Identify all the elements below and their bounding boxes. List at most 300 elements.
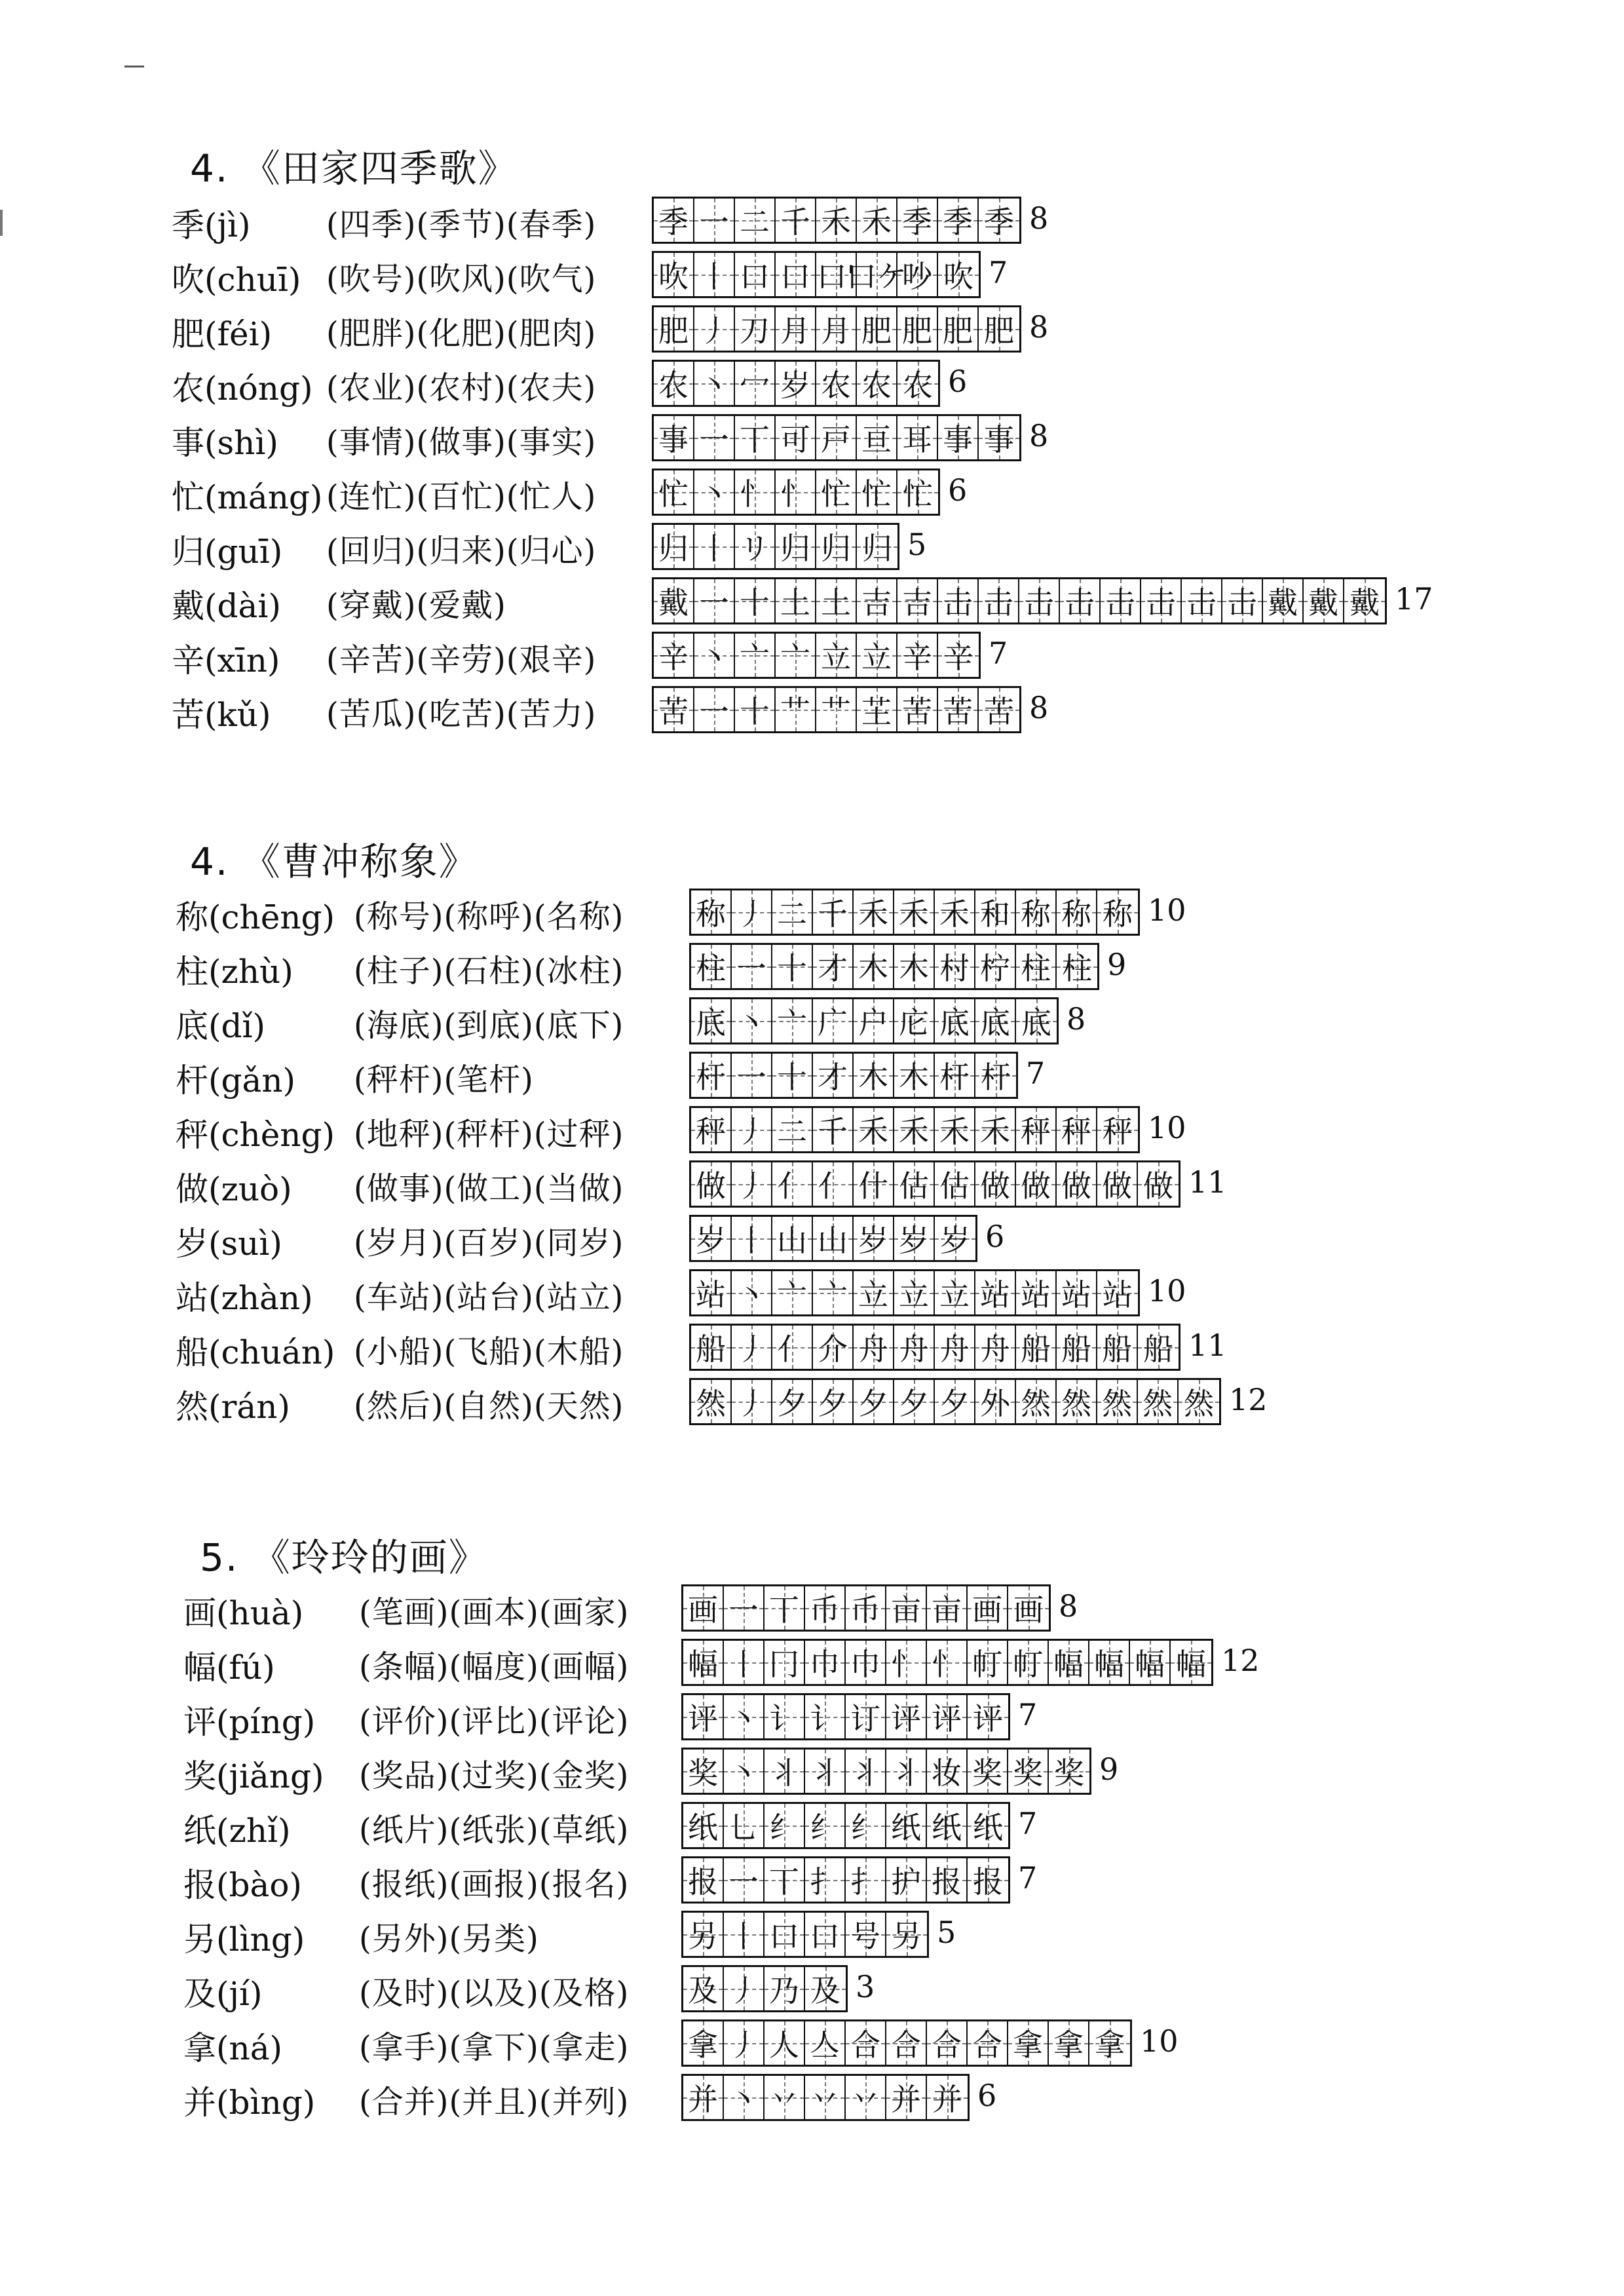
stroke-glyph: 击 bbox=[1146, 585, 1176, 621]
example-words: (四季)(季节)(春季) bbox=[326, 206, 597, 243]
stroke-step-cell bbox=[772, 945, 813, 988]
stroke-step-cell bbox=[724, 1967, 765, 2010]
stroke-glyph: 一 bbox=[736, 951, 766, 986]
stroke-glyph: 亠 bbox=[780, 640, 810, 675]
stroke-glyph: 船 bbox=[696, 1331, 726, 1367]
character-pinyin: 称(chēng) bbox=[176, 898, 335, 936]
stroke-step-cell bbox=[805, 1967, 846, 2010]
stroke-count: 7 bbox=[1018, 1860, 1038, 1896]
example-words: (海底)(到底)(底下) bbox=[354, 1007, 624, 1044]
stroke-step-cell bbox=[894, 1054, 935, 1097]
stroke-step-cell bbox=[927, 1804, 968, 1847]
stroke-order-grid bbox=[652, 305, 1021, 353]
stroke-glyph: 拿 bbox=[1013, 2027, 1043, 2063]
stroke-glyph: 底 bbox=[696, 1005, 726, 1041]
stroke-glyph: 丶 bbox=[728, 1755, 759, 1791]
stroke-count: 5 bbox=[907, 527, 927, 562]
character-row bbox=[176, 889, 1611, 942]
stroke-step-cell bbox=[854, 1380, 894, 1423]
stroke-glyph: 扌 bbox=[850, 1864, 880, 1900]
stroke-step-cell bbox=[975, 1326, 1016, 1369]
stroke-count: 8 bbox=[1029, 418, 1049, 453]
stroke-step-cell bbox=[813, 1326, 854, 1369]
stroke-glyph: 丅 bbox=[769, 1864, 799, 1900]
example-words: (秤杆)(笔杆) bbox=[354, 1062, 534, 1098]
stroke-order-grid bbox=[681, 1965, 848, 2012]
stroke-count: 5 bbox=[937, 1915, 956, 1950]
stroke-glyph: 号 bbox=[850, 1919, 880, 1954]
stroke-glyph: 及 bbox=[688, 1973, 718, 2008]
stroke-glyph: 禾 bbox=[980, 1114, 1010, 1149]
stroke-glyph: 季 bbox=[984, 204, 1014, 240]
target-character-cell bbox=[683, 2021, 724, 2065]
stroke-glyph: 击 bbox=[1186, 585, 1217, 621]
stroke-step-cell bbox=[694, 199, 735, 242]
stroke-step-cell bbox=[805, 1750, 846, 1793]
stroke-glyph: 一 bbox=[736, 1060, 766, 1095]
stroke-count: 6 bbox=[985, 1219, 1005, 1254]
stroke-step-cell bbox=[772, 1380, 813, 1423]
target-character-cell bbox=[683, 1586, 724, 1630]
stroke-glyph: 吉 bbox=[902, 585, 932, 621]
character-row bbox=[183, 1965, 1611, 2019]
stroke-glyph: 然 bbox=[1061, 1386, 1091, 1421]
stroke-step-cell bbox=[805, 1641, 846, 1684]
stroke-step-cell bbox=[1057, 1108, 1097, 1151]
target-character-cell bbox=[654, 634, 694, 677]
stroke-count: 10 bbox=[1148, 1110, 1186, 1145]
stroke-count: 8 bbox=[1029, 201, 1049, 236]
character-pinyin: 肥(féi) bbox=[172, 315, 273, 353]
stroke-glyph: 十 bbox=[740, 585, 770, 621]
target-character-cell bbox=[683, 1750, 724, 1793]
stroke-glyph: 才 bbox=[818, 951, 848, 986]
stroke-step-cell bbox=[776, 579, 816, 622]
stroke-glyph: 归 bbox=[658, 531, 689, 566]
stroke-step-cell bbox=[1008, 2021, 1049, 2065]
lesson-title: 5. 《玲玲的画》 bbox=[200, 1535, 488, 1580]
stroke-count: 7 bbox=[1026, 1056, 1046, 1091]
stroke-glyph: 农 bbox=[658, 368, 689, 403]
stroke-glyph: 帄 bbox=[1013, 1647, 1043, 1682]
character-pinyin: 船(chuán) bbox=[176, 1333, 335, 1371]
stroke-glyph: 拿 bbox=[1053, 2027, 1084, 2063]
stroke-count: 6 bbox=[948, 364, 968, 399]
target-character-cell bbox=[691, 945, 732, 988]
stroke-step-cell bbox=[857, 307, 897, 351]
stroke-glyph: 口 bbox=[810, 1919, 840, 1954]
stroke-step-cell bbox=[776, 634, 816, 677]
example-words: (另外)(另类) bbox=[359, 1921, 539, 1957]
stroke-count: 17 bbox=[1395, 581, 1433, 617]
stroke-glyph: 亩 bbox=[891, 1592, 921, 1628]
stroke-glyph: 称 bbox=[1061, 896, 1091, 932]
stroke-step-cell bbox=[897, 362, 938, 405]
stroke-order-grid bbox=[681, 1802, 1010, 1849]
stroke-glyph: 口ケ bbox=[846, 259, 907, 294]
character-row bbox=[183, 2074, 1611, 2128]
stroke-glyph: 然 bbox=[1102, 1386, 1132, 1421]
stroke-glyph: 巾 bbox=[810, 1647, 840, 1682]
character-pinyin: 画(huà) bbox=[183, 1594, 304, 1632]
stroke-glyph: 船 bbox=[1061, 1331, 1091, 1367]
stroke-glyph: 评 bbox=[688, 1701, 718, 1736]
stroke-glyph: 季 bbox=[902, 204, 932, 240]
stroke-glyph: 苦 bbox=[658, 694, 689, 729]
stroke-step-cell bbox=[1138, 1162, 1179, 1206]
example-words: (穿戴)(爱戴) bbox=[326, 587, 506, 624]
stroke-step-cell bbox=[846, 1750, 886, 1793]
stroke-glyph: 合 bbox=[972, 2027, 1002, 2063]
stroke-step-cell bbox=[776, 416, 816, 459]
stroke-glyph: 报 bbox=[973, 1864, 1003, 1900]
stroke-step-cell bbox=[975, 1054, 1016, 1097]
stroke-glyph: 做 bbox=[1102, 1168, 1132, 1204]
stroke-step-cell bbox=[938, 634, 979, 677]
stroke-order-grid bbox=[689, 1106, 1140, 1153]
stroke-glyph: 十 bbox=[777, 951, 807, 986]
stroke-step-cell bbox=[1097, 1271, 1138, 1314]
example-words: (然后)(自然)(天然) bbox=[354, 1388, 624, 1425]
stroke-glyph: 幅 bbox=[1135, 1647, 1165, 1682]
character-pinyin: 辛(xīn) bbox=[172, 641, 280, 679]
stroke-step-cell bbox=[979, 688, 1019, 731]
stroke-glyph: 外 bbox=[980, 1386, 1010, 1421]
stroke-step-cell bbox=[1138, 1380, 1179, 1423]
stroke-glyph: 丨 bbox=[699, 531, 729, 566]
stroke-glyph: 舟 bbox=[858, 1331, 888, 1367]
character-row bbox=[176, 943, 1611, 997]
character-pinyin: 农(nóng) bbox=[172, 370, 313, 408]
stroke-step-cell bbox=[805, 1913, 846, 1956]
stroke-glyph: 才 bbox=[818, 1060, 848, 1095]
stroke-step-cell bbox=[1089, 2021, 1130, 2065]
stroke-glyph: 丷 bbox=[850, 2082, 880, 2117]
example-words: (辛苦)(辛劳)(艰辛) bbox=[326, 641, 597, 678]
stroke-glyph: 丅 bbox=[740, 422, 770, 457]
stroke-glyph: 和 bbox=[980, 896, 1010, 932]
stroke-step-cell bbox=[813, 945, 854, 988]
character-pinyin: 幅(fú) bbox=[183, 1649, 275, 1687]
target-character-cell bbox=[654, 470, 694, 514]
character-row bbox=[172, 523, 1611, 577]
character-row bbox=[176, 1160, 1611, 1214]
stroke-glyph: 一 bbox=[699, 204, 729, 240]
stroke-step-cell bbox=[935, 1162, 975, 1206]
stroke-glyph: 丬 bbox=[810, 1755, 840, 1791]
stroke-glyph: 艹 bbox=[780, 694, 810, 729]
stroke-step-cell bbox=[1019, 579, 1060, 622]
stroke-glyph: 丿 bbox=[728, 2027, 759, 2063]
stroke-step-cell bbox=[1222, 579, 1263, 622]
stroke-count: 12 bbox=[1221, 1643, 1260, 1678]
stroke-glyph: 艹 bbox=[821, 694, 851, 729]
stroke-glyph: 丶 bbox=[699, 640, 729, 675]
stroke-step-cell bbox=[816, 307, 857, 351]
stroke-step-cell bbox=[724, 1586, 765, 1630]
stroke-step-cell bbox=[816, 362, 857, 405]
stroke-step-cell bbox=[776, 199, 816, 242]
stroke-step-cell bbox=[857, 199, 897, 242]
stroke-glyph: 木 bbox=[858, 1060, 888, 1095]
target-character-cell bbox=[683, 1695, 724, 1738]
stroke-order-grid bbox=[652, 197, 1021, 244]
stroke-step-cell bbox=[724, 2021, 765, 2065]
stroke-glyph: 丨 bbox=[728, 1647, 759, 1682]
stroke-step-cell bbox=[938, 199, 979, 242]
stroke-step-cell bbox=[816, 416, 857, 459]
stroke-glyph: 乃 bbox=[769, 1973, 799, 2008]
stroke-step-cell bbox=[1089, 1641, 1130, 1684]
stroke-glyph: 柱 bbox=[696, 951, 726, 986]
stroke-glyph: 亠 bbox=[777, 1277, 807, 1312]
stroke-glyph: 站 bbox=[1061, 1277, 1091, 1312]
stroke-step-cell bbox=[772, 1054, 813, 1097]
stroke-step-cell bbox=[765, 2076, 805, 2119]
stroke-glyph: 丿 bbox=[728, 1973, 759, 2008]
stroke-order-grid bbox=[652, 686, 1021, 733]
stroke-step-cell bbox=[772, 1326, 813, 1369]
stroke-glyph: 幅 bbox=[1094, 1647, 1124, 1682]
stroke-glyph: 木 bbox=[899, 1060, 929, 1095]
stroke-order-grid bbox=[689, 1160, 1180, 1208]
character-pinyin: 岁(suì) bbox=[176, 1225, 282, 1263]
stroke-glyph: 归 bbox=[862, 531, 892, 566]
stroke-step-cell bbox=[694, 307, 735, 351]
stroke-step-cell bbox=[813, 1054, 854, 1097]
stroke-step-cell bbox=[968, 1858, 1008, 1902]
stroke-glyph: 户 bbox=[858, 1005, 888, 1041]
stroke-glyph: 站 bbox=[696, 1277, 726, 1312]
stroke-step-cell bbox=[894, 890, 935, 934]
stroke-glyph: 评 bbox=[973, 1701, 1003, 1736]
stroke-glyph: 可 bbox=[780, 422, 810, 457]
stroke-count: 3 bbox=[856, 1969, 875, 2004]
example-words: (岁月)(百岁)(同岁) bbox=[354, 1225, 624, 1261]
stroke-step-cell bbox=[854, 890, 894, 934]
stroke-step-cell bbox=[927, 2076, 968, 2119]
stroke-step-cell bbox=[724, 1804, 765, 1847]
character-pinyin: 秤(chèng) bbox=[176, 1116, 335, 1154]
stroke-step-cell bbox=[975, 1108, 1016, 1151]
stroke-step-cell bbox=[732, 1326, 772, 1369]
stroke-step-cell bbox=[975, 890, 1016, 934]
stroke-step-cell bbox=[894, 1326, 935, 1369]
target-character-cell bbox=[654, 579, 694, 622]
example-words: (条幅)(幅度)(画幅) bbox=[359, 1649, 630, 1685]
stroke-step-cell bbox=[897, 634, 938, 677]
stroke-step-cell bbox=[1016, 890, 1057, 934]
stroke-order-grid bbox=[689, 1378, 1221, 1425]
character-row bbox=[176, 997, 1611, 1051]
stroke-step-cell bbox=[894, 945, 935, 988]
stroke-glyph: 吉 bbox=[861, 585, 892, 621]
target-character-cell bbox=[691, 1380, 732, 1423]
stroke-step-cell bbox=[857, 416, 897, 459]
stroke-step-cell bbox=[1057, 1271, 1097, 1314]
character-pinyin: 另(lìng) bbox=[183, 1921, 305, 1959]
stroke-step-cell bbox=[1141, 579, 1182, 622]
stroke-step-cell bbox=[897, 579, 938, 622]
stroke-step-cell bbox=[979, 416, 1019, 459]
target-character-cell bbox=[654, 688, 694, 731]
stroke-glyph: 乚 bbox=[728, 1810, 759, 1845]
stroke-step-cell bbox=[846, 1586, 886, 1630]
stroke-glyph: 舟 bbox=[899, 1331, 929, 1367]
stroke-glyph: 击 bbox=[983, 585, 1013, 621]
stroke-step-cell bbox=[935, 1108, 975, 1151]
stroke-step-cell bbox=[765, 1967, 805, 2010]
stroke-glyph: 丶 bbox=[699, 368, 729, 403]
stroke-glyph: 夕 bbox=[858, 1386, 888, 1421]
stroke-step-cell bbox=[927, 1695, 968, 1738]
example-words: (奖品)(过奖)(金奖) bbox=[359, 1757, 630, 1794]
stroke-glyph: 人 bbox=[769, 2027, 799, 2063]
stroke-step-cell bbox=[1179, 1380, 1219, 1423]
stroke-glyph: 亼 bbox=[810, 2027, 840, 2063]
stroke-glyph: 丿 bbox=[699, 313, 729, 349]
character-row bbox=[172, 414, 1611, 468]
stroke-step-cell bbox=[724, 2076, 765, 2119]
stroke-step-cell bbox=[765, 1804, 805, 1847]
stroke-glyph: 肥 bbox=[943, 313, 973, 349]
character-row bbox=[176, 1269, 1611, 1323]
stroke-step-cell bbox=[1008, 1750, 1049, 1793]
stroke-step-cell bbox=[1057, 890, 1097, 934]
stroke-glyph: 并 bbox=[891, 2082, 921, 2117]
stroke-glyph: 秤 bbox=[696, 1114, 726, 1149]
character-row bbox=[176, 1378, 1611, 1432]
example-words: (做事)(做工)(当做) bbox=[354, 1170, 624, 1207]
stroke-glyph: 归 bbox=[821, 531, 851, 566]
stroke-step-cell bbox=[854, 1326, 894, 1369]
stroke-glyph: 夕 bbox=[899, 1386, 929, 1421]
stroke-glyph: 什 bbox=[858, 1168, 888, 1204]
stroke-glyph: 辛 bbox=[943, 640, 973, 675]
stroke-step-cell bbox=[735, 470, 776, 514]
stroke-glyph: 秤 bbox=[1061, 1114, 1091, 1149]
lesson-title: 4. 《田家四季歌》 bbox=[190, 146, 518, 191]
stroke-step-cell bbox=[776, 253, 816, 296]
stroke-step-cell bbox=[732, 1054, 772, 1097]
stroke-order-grid bbox=[681, 2019, 1132, 2067]
stroke-glyph: 岁 bbox=[780, 368, 810, 403]
stroke-step-cell bbox=[927, 1641, 968, 1684]
example-words: (拿手)(拿下)(拿走) bbox=[359, 2029, 630, 2066]
stroke-glyph: 奖 bbox=[1013, 1755, 1043, 1791]
stroke-step-cell bbox=[894, 1271, 935, 1314]
stroke-glyph: 击 bbox=[943, 585, 973, 621]
stroke-step-cell bbox=[694, 362, 735, 405]
stroke-glyph: 做 bbox=[1143, 1168, 1173, 1204]
stroke-step-cell bbox=[1344, 579, 1385, 622]
stroke-step-cell bbox=[1097, 1380, 1138, 1423]
stroke-glyph: 季 bbox=[658, 204, 689, 240]
stroke-glyph: 戴 bbox=[1350, 585, 1380, 621]
stroke-glyph: 纸 bbox=[973, 1810, 1003, 1845]
stroke-step-cell bbox=[886, 2076, 927, 2119]
stroke-step-cell bbox=[816, 470, 857, 514]
stroke-step-cell bbox=[735, 634, 776, 677]
stroke-step-cell bbox=[813, 1108, 854, 1151]
stroke-step-cell bbox=[1057, 945, 1097, 988]
target-character-cell bbox=[691, 1217, 732, 1260]
stroke-step-cell bbox=[927, 2021, 968, 2065]
character-pinyin: 季(jì) bbox=[172, 206, 251, 244]
stroke-step-cell bbox=[938, 416, 979, 459]
stroke-order-grid bbox=[681, 1693, 1010, 1740]
stroke-glyph: 忄 bbox=[891, 1647, 921, 1682]
stroke-step-cell bbox=[935, 1326, 975, 1369]
stroke-glyph: 估 bbox=[939, 1168, 970, 1204]
stroke-step-cell bbox=[765, 1858, 805, 1902]
stroke-glyph: 纟 bbox=[769, 1810, 799, 1845]
stroke-count: 8 bbox=[1029, 690, 1049, 725]
example-words: (车站)(站台)(站立) bbox=[354, 1279, 624, 1316]
stroke-glyph: 一 bbox=[699, 694, 729, 729]
stroke-step-cell bbox=[935, 1271, 975, 1314]
character-row bbox=[183, 1911, 1611, 1964]
stroke-step-cell bbox=[724, 1858, 765, 1902]
stroke-glyph: 并 bbox=[688, 2082, 718, 2117]
stroke-step-cell bbox=[938, 579, 979, 622]
stroke-glyph: 丶 bbox=[699, 476, 729, 512]
stroke-glyph: 一 bbox=[728, 1592, 759, 1628]
stroke-glyph: 土 bbox=[821, 585, 851, 621]
stroke-glyph: 及 bbox=[810, 1973, 840, 2008]
stroke-step-cell bbox=[1097, 1162, 1138, 1206]
character-pinyin: 及(jí) bbox=[183, 1975, 263, 2013]
stroke-step-cell bbox=[776, 362, 816, 405]
example-words: (肥胖)(化肥)(肥肉) bbox=[326, 315, 597, 352]
stroke-glyph: 站 bbox=[1021, 1277, 1051, 1312]
stroke-glyph: 丬 bbox=[891, 1755, 921, 1791]
character-row bbox=[183, 1584, 1611, 1638]
stroke-glyph: 扌 bbox=[810, 1864, 840, 1900]
example-words: (柱子)(石柱)(冰柱) bbox=[354, 953, 624, 989]
stroke-step-cell bbox=[927, 1750, 968, 1793]
stroke-step-cell bbox=[935, 1217, 975, 1260]
stroke-step-cell bbox=[724, 1695, 765, 1738]
stroke-step-cell bbox=[772, 1271, 813, 1314]
stroke-glyph: 幅 bbox=[1176, 1647, 1206, 1682]
stroke-step-cell bbox=[846, 2021, 886, 2065]
stroke-step-cell bbox=[772, 999, 813, 1043]
character-row bbox=[183, 2019, 1611, 2073]
target-character-cell bbox=[691, 999, 732, 1043]
target-character-cell bbox=[683, 2076, 724, 2119]
stroke-glyph: 千 bbox=[818, 896, 848, 932]
stroke-step-cell bbox=[968, 1641, 1008, 1684]
stroke-step-cell bbox=[846, 1695, 886, 1738]
stroke-order-grid bbox=[689, 1269, 1140, 1316]
target-character-cell bbox=[654, 253, 694, 296]
stroke-step-cell bbox=[1130, 1641, 1171, 1684]
stroke-order-grid bbox=[689, 889, 1140, 936]
stroke-count: 9 bbox=[1107, 947, 1127, 982]
stroke-order-grid bbox=[689, 1215, 977, 1262]
stroke-glyph: 亘 bbox=[861, 422, 892, 457]
stroke-glyph: 奖 bbox=[688, 1755, 718, 1791]
stroke-step-cell bbox=[1060, 579, 1101, 622]
stroke-glyph: 木 bbox=[858, 951, 888, 986]
stroke-step-cell bbox=[724, 1641, 765, 1684]
stroke-glyph: 丬 bbox=[850, 1755, 880, 1791]
target-character-cell bbox=[654, 362, 694, 405]
stroke-step-cell bbox=[735, 416, 776, 459]
stroke-step-cell bbox=[724, 1750, 765, 1793]
stroke-glyph: 土 bbox=[780, 585, 810, 621]
